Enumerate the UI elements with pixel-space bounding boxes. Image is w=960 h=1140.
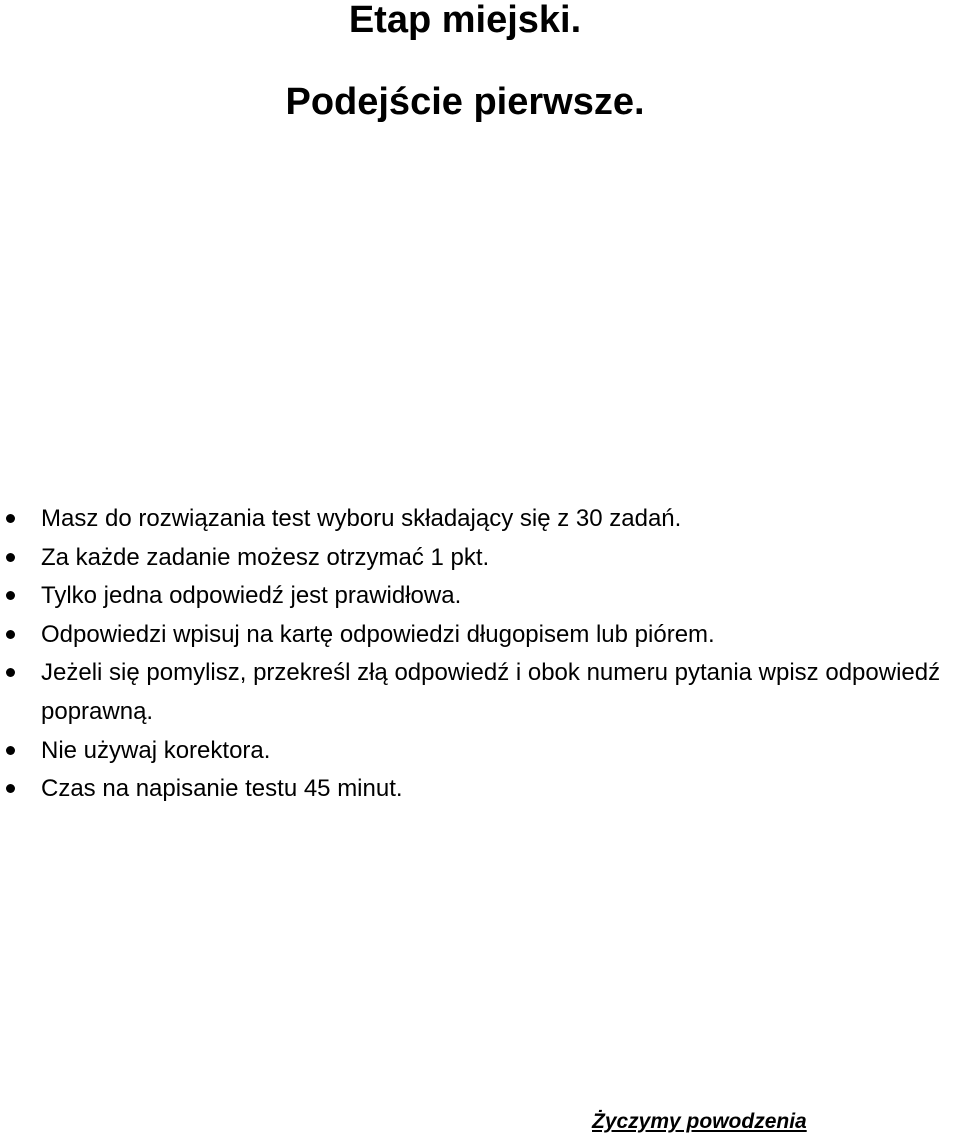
page-title: Etap miejski. xyxy=(348,0,582,41)
bullet-icon xyxy=(6,746,15,755)
rules-list xyxy=(0,500,960,809)
bullet-icon xyxy=(6,784,15,793)
rule-text: Nie używaj korektora. xyxy=(41,736,271,764)
rule-text: Czas na napisanie testu 45 minut. xyxy=(41,775,403,803)
rule-text: Odpowiedzi wpisuj na kartę odpowiedzi długopisem lub piórem. xyxy=(41,620,715,648)
rule-item xyxy=(0,770,960,809)
rule-item xyxy=(0,732,960,771)
rule-text: Za każde zadanie możesz otrzymać 1 pkt. xyxy=(41,543,490,571)
bullet-icon xyxy=(6,630,15,639)
bullet-icon xyxy=(6,553,15,562)
rule-text: Tylko jedna odpowiedź jest prawidłowa. xyxy=(41,582,462,610)
rule-item xyxy=(0,539,960,578)
good-luck-note: Życzymy powodzenia xyxy=(592,1110,807,1133)
rule-item xyxy=(0,500,960,539)
rule-item xyxy=(0,654,960,731)
rule-item xyxy=(0,616,960,655)
bullet-icon xyxy=(6,591,15,600)
rule-text: Masz do rozwiązania test wyboru składający się z 30 zadań. xyxy=(41,505,682,532)
bullet-icon xyxy=(6,514,15,523)
page-subtitle: Podejście pierwsze. xyxy=(285,81,645,123)
rule-item xyxy=(0,577,960,616)
bullet-icon xyxy=(6,668,15,677)
rule-text: Jeżeli się pomylisz, przekreśl złą odpowiedź i obok numeru pytania wpisz odpowiedź poprawną. xyxy=(41,659,941,725)
